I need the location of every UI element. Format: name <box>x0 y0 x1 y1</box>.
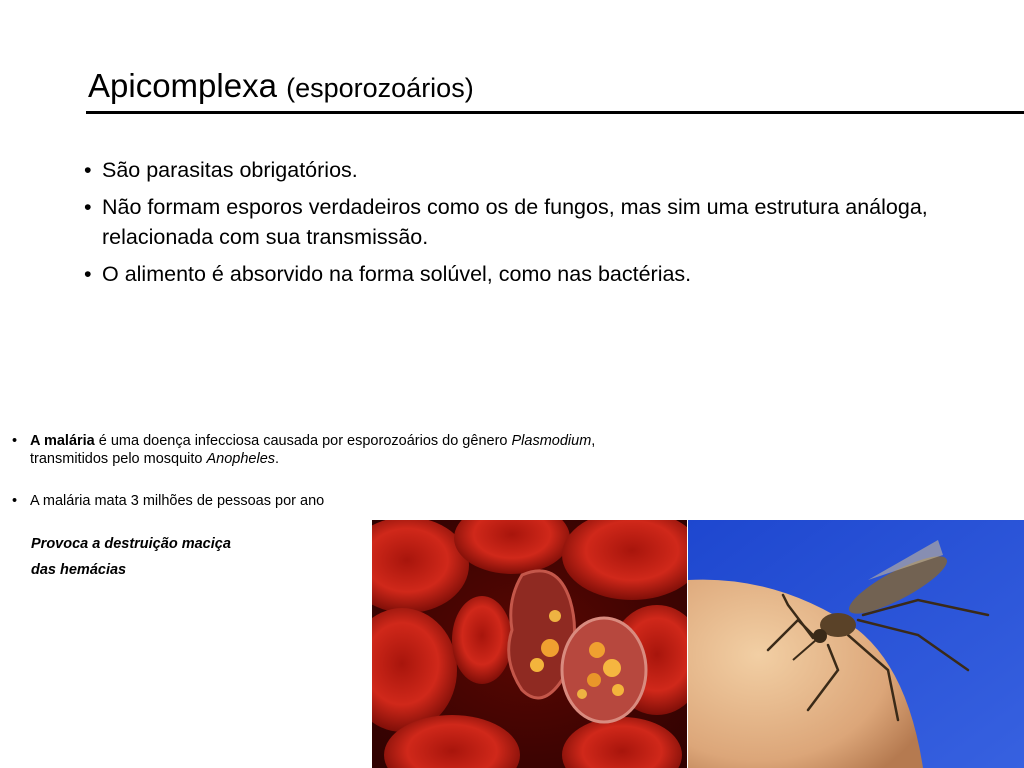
slide-title <box>88 64 474 110</box>
malaria-cause-item <box>12 432 732 468</box>
punctuation: . <box>275 451 280 467</box>
malaria-cause-text: é uma doença infecciosa causada por esporozoários do gênero <box>94 433 512 449</box>
title-underline <box>86 111 1024 114</box>
bullet-item: • Não formam esporos verdadeiros como os de fungos, mas sim uma estrutura análoga, relacionada com sua transmissão. <box>84 192 964 252</box>
malaria-term: A malária <box>30 433 95 449</box>
emphasis-line: Provoca a destruição maciça <box>31 536 231 552</box>
punctuation: , <box>591 433 596 449</box>
main-bullet-list <box>84 155 964 296</box>
slide-title-sub: (esporozoários) <box>286 73 474 103</box>
bullet-item: • São parasitas obrigatórios. <box>84 155 964 185</box>
malaria-deaths-item: • A malária mata 3 milhões de pessoas por ano <box>12 492 732 510</box>
anopheles-mosquito-photo <box>688 520 1024 768</box>
malaria-bullet-list <box>12 432 732 510</box>
bullet-item: • O alimento é absorvido na forma solúvel, como nas bactérias. <box>84 259 964 289</box>
red-blood-cells-photo <box>372 520 687 768</box>
anopheles-genus: Anopheles <box>206 451 276 467</box>
malaria-vector-text: transmitidos pelo mosquito <box>30 451 207 467</box>
plasmodium-genus: Plasmodium <box>511 433 592 449</box>
emphasis-note <box>31 531 231 583</box>
emphasis-line: das hemácias <box>31 562 127 578</box>
slide-title-main: Apicomplexa <box>88 67 277 104</box>
